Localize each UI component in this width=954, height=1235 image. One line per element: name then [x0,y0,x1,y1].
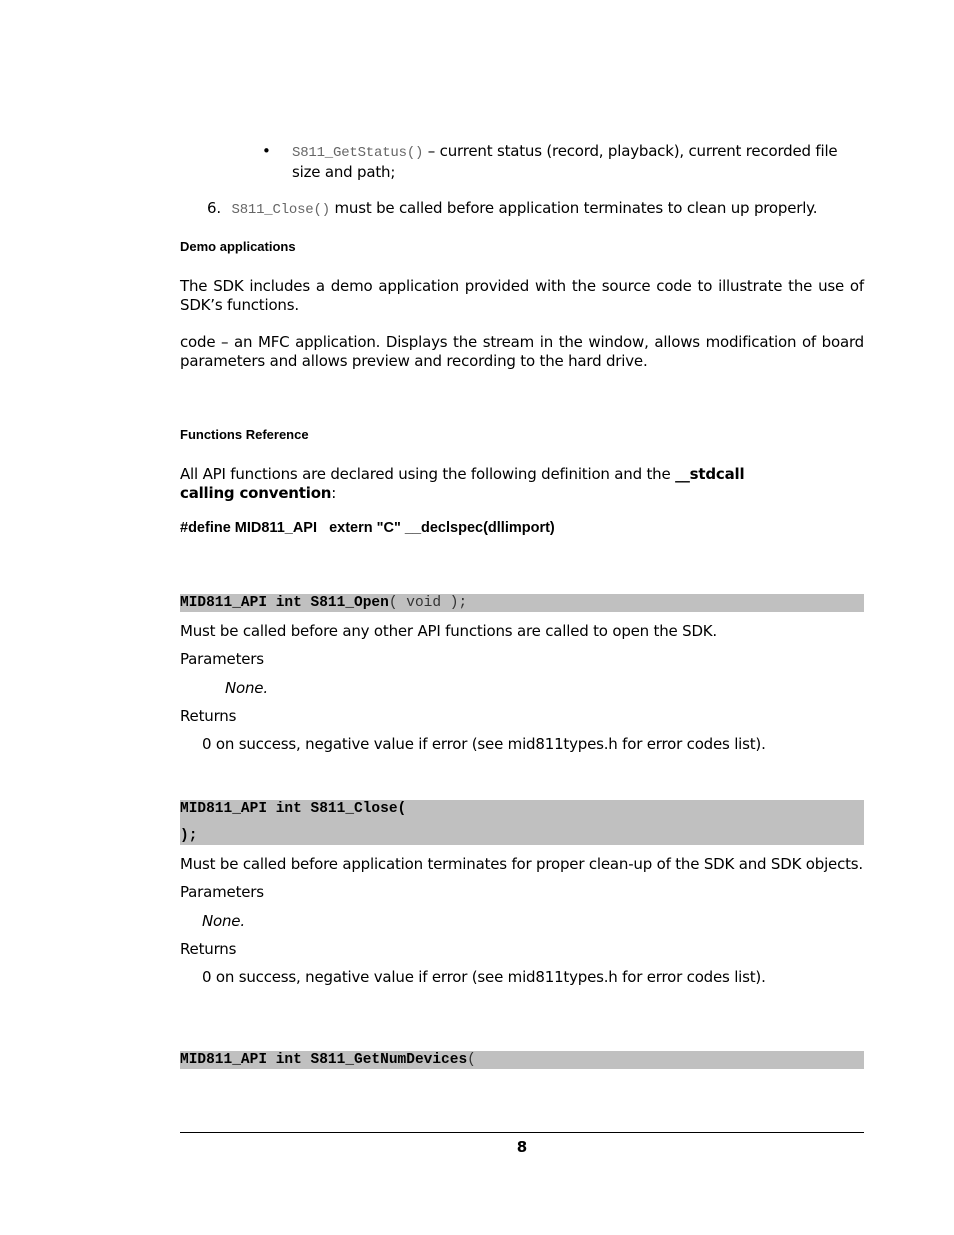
intro-text: All API functions are declared using the following definition and the [180,465,676,483]
parameters-label: Parameters [180,883,264,901]
function-name-code: S811_GetStatus() [292,145,424,161]
function-name-code: S811_Close() [231,202,330,218]
returns-label: Returns [180,940,237,958]
declaration-bold: MID811_API int S811_Open [180,595,389,611]
function-description: Must be called before any other API functions are called to open the SDK. [180,622,718,640]
page-number: 8 [516,1138,528,1156]
numbered-list-item [207,199,887,220]
declaration-bold: MID811_API int S811_GetNumDevices [180,1052,468,1068]
declaration-plain: ( void ); [388,595,468,611]
intro-end: : [331,484,337,502]
define-line: #define MID811_API extern "C" __declspec(dllimport) [180,520,555,536]
parameters-value: None. [202,912,245,930]
bullet-list-item [262,142,272,161]
demo-paragraph-2: code – an MFC application. Displays the stream in the window, allows modification of board parameters and allows preview and recording to the hard drive. [180,333,864,370]
reference-intro [180,465,800,503]
section-heading-functions-reference: Functions Reference [180,427,309,442]
list-number: 6. [207,199,221,217]
bullet-description: – current status (record, playback), current recorded file size and path; [292,142,838,181]
function-description: Must be called before application terminates for proper clean-up of the SDK and SDK objects. [180,855,863,873]
function-declaration-close [180,800,864,845]
function-declaration-open [180,594,864,612]
bullet-marker: • [262,142,271,160]
intro-bold-text: __stdcall calling convention [180,465,745,502]
demo-paragraph-1: The SDK includes a demo application provided with the source code to illustrate the use of SDK’s functions. [180,277,864,314]
returns-value: 0 on success, negative value if error (see mid811types.h for error codes list). [202,735,766,753]
section-heading-demo: Demo applications [180,239,296,254]
function-declaration-getnumdevices [180,1051,864,1069]
declaration-line-1: MID811_API int S811_Close( [180,801,407,817]
numbered-item-description: must be called before application terminates to clean up properly. [329,199,818,217]
returns-value: 0 on success, negative value if error (see mid811types.h for error codes list). [202,968,766,986]
returns-label: Returns [180,707,237,725]
parameters-value: None. [225,679,268,697]
declaration-plain: ( [467,1052,476,1068]
declaration-line-2: ); [180,828,198,844]
footer-rule [180,1132,864,1133]
bullet-item-text [292,142,852,182]
parameters-label: Parameters [180,650,264,668]
